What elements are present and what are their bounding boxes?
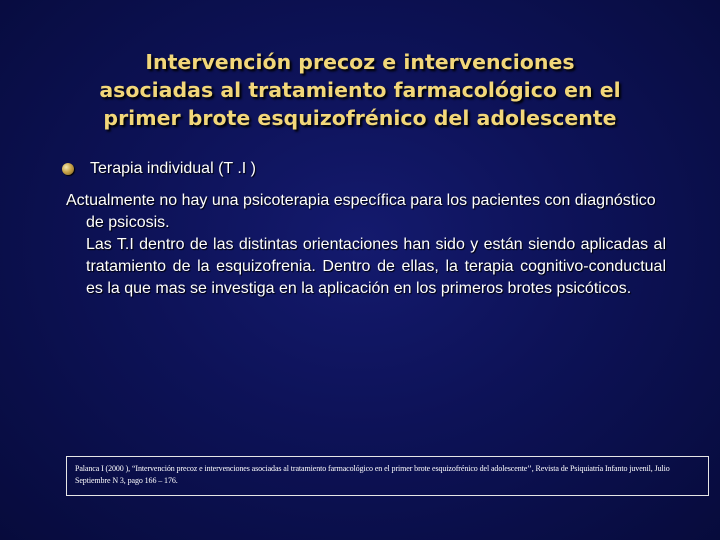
- title-line-2: asociadas al tratamiento farmacológico en el: [99, 78, 621, 102]
- title-line-1: Intervención precoz e intervenciones: [145, 50, 575, 74]
- footnote-citation: Palanca I (2000 ), “Intervención precoz e intervenciones asociadas al tratamiento farmacológico en el primer brote esquizofrénico del adolescente’’, Revista de Psiquiatría Infanto juvenil, Julio Septiembre N 3, pago 166 – 176.: [66, 456, 709, 496]
- body-text: [66, 190, 666, 300]
- paragraph-1: Actualmente no hay una psicoterapia específica para los pacientes con diagnóstico de psicosis.: [66, 192, 656, 231]
- bullet-label: Terapia individual (T .I ): [90, 160, 256, 177]
- sphere-bullet-icon: [62, 163, 74, 175]
- paragraph-2: Las T.I dentro de las distintas orientaciones han sido y están siendo aplicadas al tratamiento de la esquizofrenia. Dentro de ellas, la terapia cognitivo-conductual es la que mas se investiga en la aplicación en los primeros brotes psicóticos.: [86, 236, 666, 297]
- title-line-3: primer brote esquizofrénico del adolescente: [103, 106, 617, 130]
- slide-title: [40, 48, 680, 132]
- bullet-item: [62, 160, 256, 178]
